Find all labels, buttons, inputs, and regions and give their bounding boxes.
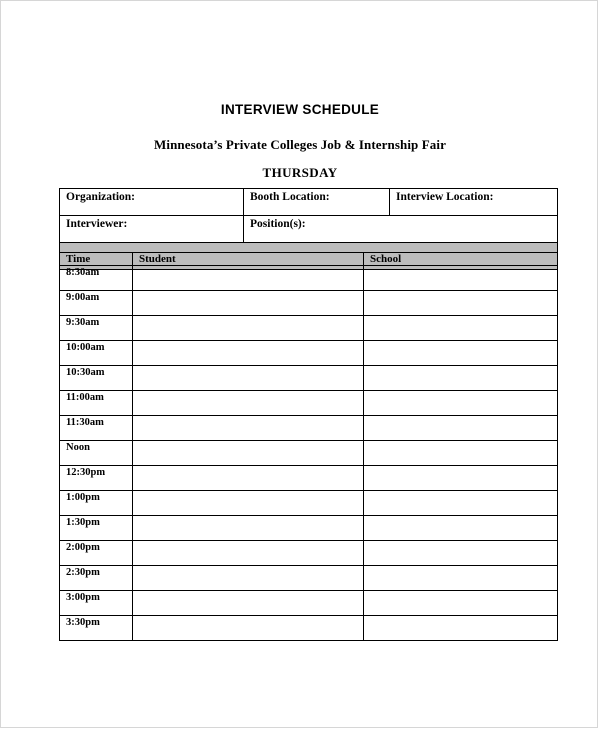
column-header-school: School [364,253,558,266]
student-cell[interactable] [133,466,364,491]
time-cell: 10:30am [60,366,133,391]
student-cell[interactable] [133,441,364,466]
school-cell[interactable] [364,541,558,566]
positions-field[interactable]: Position(s): [244,216,558,243]
school-cell[interactable] [364,616,558,641]
school-cell[interactable] [364,316,558,341]
table-row [60,266,558,291]
day-heading: THURSDAY [262,165,338,180]
student-cell[interactable] [133,516,364,541]
table-row [60,366,558,391]
schedule-body [60,266,558,641]
table-row [60,616,558,641]
table-row [60,391,558,416]
student-cell[interactable] [133,316,364,341]
time-cell: 1:30pm [60,516,133,541]
table-row [60,441,558,466]
info-row-top [60,189,558,216]
student-cell[interactable] [133,291,364,316]
school-cell[interactable] [364,491,558,516]
student-cell[interactable] [133,416,364,441]
student-cell[interactable] [133,266,364,291]
school-cell[interactable] [364,416,558,441]
student-cell[interactable] [133,491,364,516]
school-cell[interactable] [364,466,558,491]
school-cell[interactable] [364,516,558,541]
time-cell: 2:30pm [60,566,133,591]
school-cell[interactable] [364,266,558,291]
school-cell[interactable] [364,441,558,466]
time-cell: 9:30am [60,316,133,341]
time-cell: 2:00pm [60,541,133,566]
column-header-time: Time [60,253,133,266]
organization-field[interactable]: Organization: [60,189,244,216]
time-cell: 10:00am [60,341,133,366]
student-cell[interactable] [133,391,364,416]
table-row [60,591,558,616]
table-row [60,566,558,591]
event-subtitle: Minnesota’s Private Colleges Job & Internship Fair [154,137,446,152]
time-cell: 3:00pm [60,591,133,616]
table-row [60,466,558,491]
column-header-student: Student [133,253,364,266]
table-row [60,291,558,316]
time-cell: 1:00pm [60,491,133,516]
student-cell[interactable] [133,341,364,366]
school-cell[interactable] [364,591,558,616]
school-cell[interactable] [364,341,558,366]
time-cell: 11:30am [60,416,133,441]
time-cell: Noon [60,441,133,466]
student-cell[interactable] [133,566,364,591]
page-title: INTERVIEW SCHEDULE [220,102,380,117]
table-row [60,416,558,441]
time-cell: 9:00am [60,291,133,316]
school-cell[interactable] [364,566,558,591]
school-cell[interactable] [364,391,558,416]
table-row [60,491,558,516]
interviewer-field[interactable]: Interviewer: [60,216,244,243]
booth-location-field[interactable]: Booth Location: [244,189,390,216]
school-cell[interactable] [364,366,558,391]
student-cell[interactable] [133,541,364,566]
info-row-bottom [60,216,558,243]
student-cell[interactable] [133,616,364,641]
time-cell: 12:30pm [60,466,133,491]
student-cell[interactable] [133,591,364,616]
table-row [60,516,558,541]
interview-location-field[interactable]: Interview Location: [390,189,558,216]
table-row [60,341,558,366]
time-cell: 8:30am [60,266,133,291]
student-cell[interactable] [133,366,364,391]
table-row [60,316,558,341]
table-row [60,541,558,566]
time-cell: 3:30pm [60,616,133,641]
schedule-header-row [60,253,558,266]
schedule-table [59,252,558,641]
time-cell: 11:00am [60,391,133,416]
school-cell[interactable] [364,291,558,316]
